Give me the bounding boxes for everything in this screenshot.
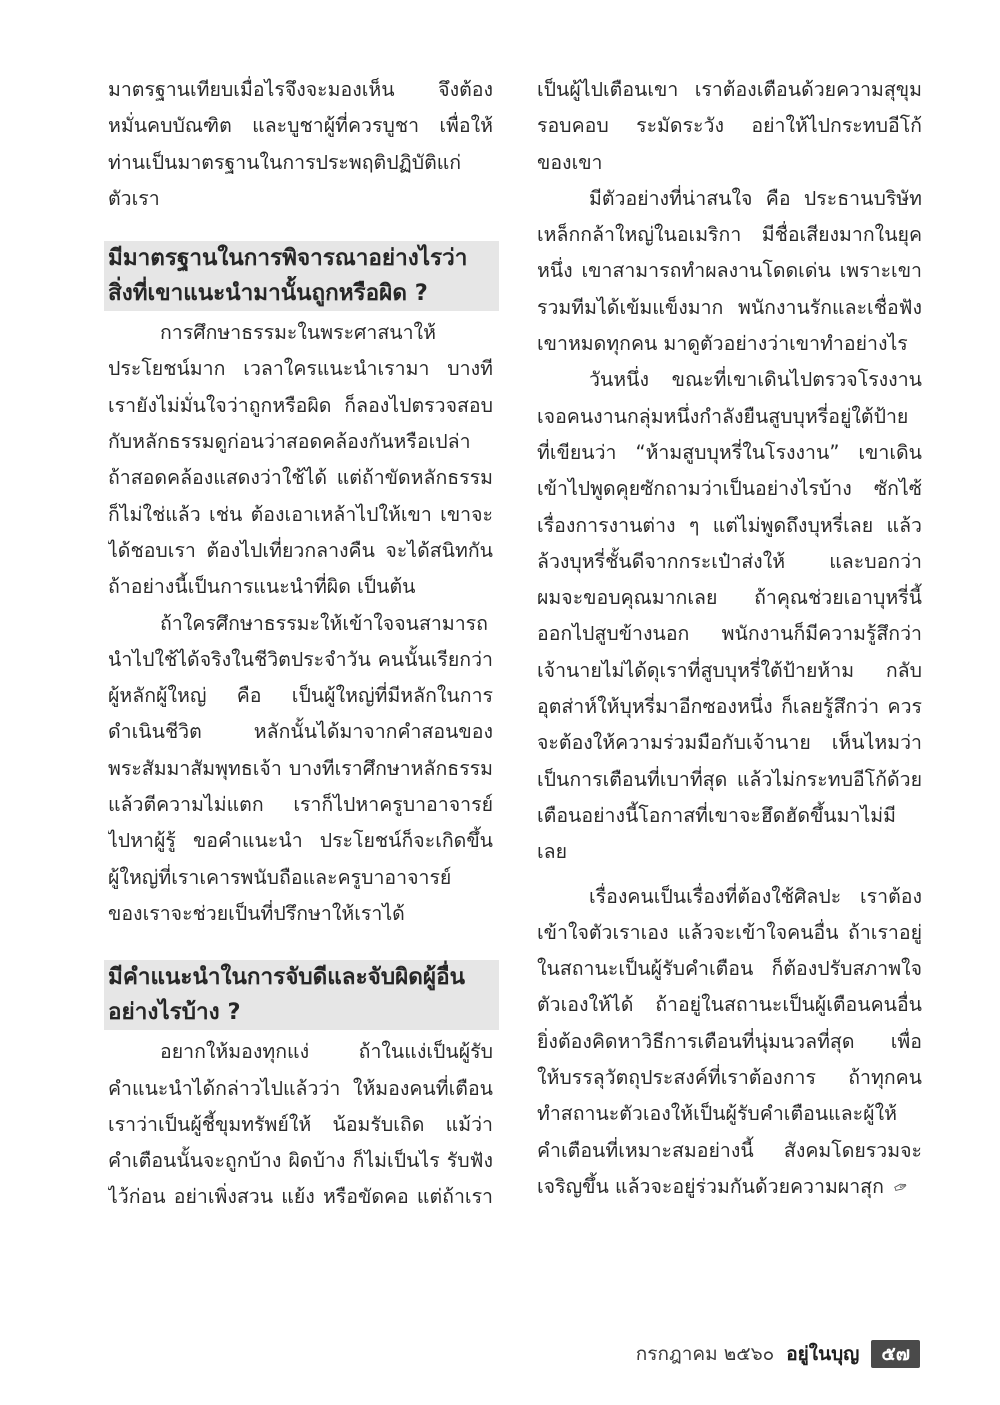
section-1-heading bbox=[104, 241, 499, 311]
heading-line: สิ่งที่เขาแนะนำมานั้นถูกหรือผิด ? bbox=[108, 280, 428, 307]
text-line: เรายังไม่มั่นใจว่าถูกหรือผิด ก็ลองไปตรวจสอบ bbox=[108, 393, 493, 417]
heading-line: มีคำแนะนำในการจับดีและจับผิดผู้อื่น bbox=[108, 964, 466, 991]
text-line: รวมทีมได้เข้มแข็งมาก พนักงานรักและเชื่อฟัง bbox=[537, 295, 922, 319]
text-line: จะต้องให้ความร่วมมือกับเจ้านาย เห็นไหมว่า bbox=[537, 731, 922, 755]
heading-line: มีมาตรฐานในการพิจารณาอย่างไรว่า bbox=[108, 245, 468, 272]
text-line: เข้าไปพูดคุยซักถามว่าเป็นอย่างไรบ้าง ซักไซ้ bbox=[537, 477, 922, 501]
left-column bbox=[108, 72, 493, 1216]
text-line: ล้วงบุหรี่ชั้นดีจากกระเป๋าส่งให้ และบอกว่า bbox=[537, 549, 922, 573]
text-line: เจอคนงานกลุ่มหนึ่งกำลังยืนสูบบุหรี่อยู่ใต้ป้าย bbox=[537, 404, 909, 428]
text-line: คำเตือนที่เหมาะสมอย่างนี้ สังคมโดยรวมจะ bbox=[537, 1138, 922, 1162]
section-2-paragraph-1 bbox=[108, 1034, 493, 1215]
text-line: ผู้หลักผู้ใหญ่ คือ เป็นผู้ใหญ่ที่มีหลักในการ bbox=[108, 684, 493, 708]
heading-line: อย่างไรบ้าง ? bbox=[108, 999, 241, 1026]
section-2-heading bbox=[104, 960, 499, 1030]
text-line: นำไปใช้ได้จริงในชีวิตประจำวัน คนนั้นเรียกว่า bbox=[108, 647, 493, 671]
text-line: ท่านเป็นมาตรฐานในการประพฤติปฏิบัติแก่ bbox=[108, 150, 462, 174]
text-line: ไว้ก่อน อย่าเพิ่งสวน แย้ง หรือขัดคอ แต่ถ้าเรา bbox=[108, 1185, 493, 1209]
text-line: ก็ไม่ใช่แล้ว เช่น ต้องเอาเหล้าไปให้เขา เขาจะ bbox=[108, 502, 493, 526]
text-line: เหล็กกล้าใหญ่ในอเมริกา มีชื่อเสียงมากในยุค bbox=[537, 223, 922, 247]
text-line: ดำเนินชีวิต หลักนั้นได้มาจากคำสอนของ bbox=[108, 720, 493, 744]
text-line: เตือนอย่างนี้โอกาสที่เขาจะฮึดฮัดขึ้นมาไม่มี bbox=[537, 803, 896, 827]
text-line: ถ้าสอดคล้องแสดงว่าใช้ได้ แต่ถ้าขัดหลักธรรม bbox=[108, 466, 493, 490]
page-footer bbox=[0, 1339, 920, 1369]
text-line: หมั่นคบบัณฑิต และบูชาผู้ที่ควรบูชา เพื่อให้ bbox=[108, 114, 493, 138]
text-line: วันหนึ่ง ขณะที่เขาเดินไปตรวจโรงงาน bbox=[589, 368, 922, 392]
right-paragraph-3 bbox=[537, 362, 922, 870]
text-line: พระสัมมาสัมพุทธเจ้า บางทีเราศึกษาหลักธรรม bbox=[108, 756, 493, 780]
right-column bbox=[537, 72, 922, 1205]
right-paragraph-2 bbox=[537, 181, 922, 362]
end-mark-icon: ✑ bbox=[890, 1176, 912, 1200]
footer-magazine-title: อยู่ในบุญ bbox=[786, 1343, 860, 1365]
text-line: ของเราจะช่วยเป็นที่ปรึกษาให้เราได้ bbox=[108, 901, 405, 925]
text-line: หนึ่ง เขาสามารถทำผลงานโดดเด่น เพราะเขา bbox=[537, 259, 922, 283]
text-line: มีตัวอย่างที่น่าสนใจ คือ ประธานบริษัท bbox=[589, 186, 922, 210]
text-line: ของเขา bbox=[537, 150, 603, 174]
text-line: กับหลักธรรมดูก่อนว่าสอดคล้องกันหรือเปล่า bbox=[108, 430, 471, 454]
text-line: เรื่องการงานต่าง ๆ แต่ไม่พูดถึงบุหรี่เลย แล้ว bbox=[537, 513, 922, 537]
page-number: ๕๗ bbox=[871, 1340, 920, 1368]
text-line: อยากให้มองทุกแง่ ถ้าในแง่เป็นผู้รับ bbox=[160, 1040, 493, 1064]
text-line: ให้บรรลุวัตถุประสงค์ที่เราต้องการ ถ้าทุกคน bbox=[537, 1066, 922, 1090]
text-line: ยิ่งต้องคิดหาวิธีการเตือนที่นุ่มนวลที่สุด เพื่อ bbox=[537, 1029, 922, 1053]
text-line: ในสถานะเป็นผู้รับคำเตือน ก็ต้องปรับสภาพใจ bbox=[537, 957, 922, 981]
text-line: คำเตือนนั้นจะถูกบ้าง ผิดบ้าง ก็ไม่เป็นไร รับฟัง bbox=[108, 1149, 493, 1173]
text-line: เลย bbox=[537, 840, 568, 864]
text-line: คำแนะนำได้กล่าวไปแล้วว่า ให้มองคนที่เตือน bbox=[108, 1076, 493, 1100]
text-line: แล้วตีความไม่แตก เราก็ไปหาครูบาอาจารย์ bbox=[108, 793, 493, 817]
text-line: ผมจะขอบคุณมากเลย ถ้าคุณช่วยเอาบุหรี่นี้ bbox=[537, 586, 922, 610]
text-line: มาตรฐานเทียบเมื่อไรจึงจะมองเห็น จึงต้อง bbox=[108, 78, 493, 101]
text-line: อุตส่าห์ให้บุหรี่มาอีกซองหนึ่ง ก็เลยรู้สึกว่า ควร bbox=[537, 695, 922, 719]
text-line: เจริญขึ้น แล้วจะอยู่ร่วมกันด้วยความผาสุก ✑ bbox=[537, 1169, 922, 1205]
text-line: ออกไปสูบข้างนอก พนักงานก็มีความรู้สึกว่า bbox=[537, 622, 922, 646]
text-line: การศึกษาธรรมะในพระศาสนาให้ bbox=[160, 321, 436, 345]
text-line: ตัวเองให้ได้ ถ้าอยู่ในสถานะเป็นผู้เตือนคนอื่น bbox=[537, 993, 922, 1017]
text-line: ไปหาผู้รู้ ขอคำแนะนำ ประโยชน์ก็จะเกิดขึ้น bbox=[108, 829, 493, 853]
footer-month-year: กรกฎาคม ๒๕๖๐ bbox=[635, 1343, 775, 1365]
text-line: ตัวเรา bbox=[108, 186, 160, 210]
text-line: ประโยชน์มาก เวลาใครแนะนำเรามา บางที bbox=[108, 357, 493, 381]
right-paragraph-1 bbox=[537, 72, 922, 181]
text-line: เจ้านายไม่ได้ดุเราที่สูบบุหรี่ใต้ป้ายห้าม กลับ bbox=[537, 658, 922, 682]
text-line: เข้าใจตัวเราเอง แล้วจะเข้าใจคนอื่น ถ้าเราอยู่ bbox=[537, 920, 922, 944]
text-line: ทำสถานะตัวเองให้เป็นผู้รับคำเตือนและผู้ให้ bbox=[537, 1102, 897, 1126]
text-line: ถ้าใครศึกษาธรรมะให้เข้าใจจนสามารถ bbox=[160, 611, 488, 635]
section-1-paragraph-2 bbox=[108, 606, 493, 933]
text-line: ที่เขียนว่า “ห้ามสูบบุหรี่ในโรงงาน” เขาเดิน bbox=[537, 440, 922, 464]
text-line: เป็นผู้ไปเตือนเขา เราต้องเตือนด้วยความสุขุม bbox=[537, 78, 922, 101]
text-line: เรื่องคนเป็นเรื่องที่ต้องใช้ศิลปะ เราต้อง bbox=[589, 884, 922, 908]
intro-paragraph bbox=[108, 72, 493, 217]
right-paragraph-4 bbox=[537, 879, 922, 1206]
text-line: ได้ชอบเรา ต้องไปเที่ยวกลางคืน จะได้สนิทกัน bbox=[108, 538, 493, 562]
text-line: รอบคอบ ระมัดระวัง อย่าให้ไปกระทบอีโก้ bbox=[537, 114, 922, 138]
section-1-paragraph-1 bbox=[108, 315, 493, 605]
text-line: เป็นการเตือนที่เบาที่สุด แล้วไม่กระทบอีโก้ด้วย bbox=[537, 767, 922, 791]
text-line: เราว่าเป็นผู้ชี้ขุมทรัพย์ให้ น้อมรับเถิด แม้ว่า bbox=[108, 1112, 493, 1136]
text-line: ถ้าอย่างนี้เป็นการแนะนำที่ผิด เป็นต้น bbox=[108, 575, 416, 599]
text-line: เขาหมดทุกคน มาดูตัวอย่างว่าเขาทำอย่างไร bbox=[537, 332, 908, 356]
text-line: ผู้ใหญ่ที่เราเคารพนับถือและครูบาอาจารย์ bbox=[108, 865, 452, 889]
